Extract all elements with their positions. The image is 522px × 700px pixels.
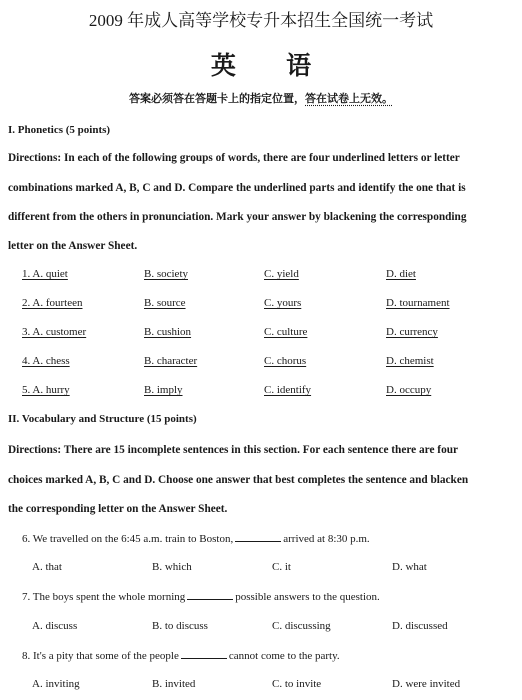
option-2b: B. source — [144, 297, 186, 309]
answer-blank — [181, 650, 227, 659]
option-2d: D. tournament — [386, 297, 450, 309]
option-7c: C. discussing — [272, 620, 331, 632]
answer-notice — [0, 90, 522, 106]
directions-line: different from the others in pronunciation. Mark your answer by blackening the corresponding — [8, 211, 467, 223]
option-1c: C. yield — [264, 268, 299, 280]
option-6a: A. that — [32, 561, 62, 573]
directions-line: Directions: There are 15 incomplete sentences in this section. For each sentence there are four — [8, 444, 459, 456]
directions-line: Directions: In each of the following groups of words, there are four underlined letters or letter — [8, 152, 460, 164]
notice-text: 答案必须答在答题卡上的指定位置， — [129, 93, 305, 105]
option-5a: 5. A. hurry — [22, 384, 70, 396]
option-5d: D. occupy — [386, 384, 432, 396]
notice-emphasis: 答在试卷上无效。 — [305, 93, 393, 105]
option-7a: A. discuss — [32, 620, 78, 632]
answer-blank — [187, 591, 233, 600]
question-stem-8: 8. It's a pity that some of the people cannot come to the party. — [22, 650, 340, 662]
section-heading-vocabulary: II. Vocabulary and Structure (15 points) — [8, 413, 197, 425]
option-2c: C. yours — [264, 297, 302, 309]
directions-line: choices marked A, B, C and D. Choose one answer that best completes the sentence and blacken — [8, 474, 469, 486]
directions-line: letter on the Answer Sheet. — [8, 240, 138, 252]
section-heading-phonetics: I. Phonetics (5 points) — [8, 124, 111, 136]
option-5c: C. identify — [264, 384, 312, 396]
option-1b: B. society — [144, 268, 188, 280]
directions-line: the corresponding letter on the Answer Sheet. — [8, 503, 228, 515]
exam-title: 2009 年成人高等学校专升本招生全国统一考试 — [88, 11, 434, 30]
option-1d: D. diet — [386, 268, 416, 280]
option-4b: B. character — [144, 355, 198, 367]
option-7d: D. discussed — [392, 620, 448, 632]
option-7b: B. to discuss — [152, 620, 208, 632]
option-3b: B. cushion — [144, 326, 192, 338]
option-8a: A. inviting — [32, 678, 80, 690]
question-stem-7: 7. The boys spent the whole morning possible answers to the question. — [22, 591, 380, 603]
option-6d: D. what — [392, 561, 427, 573]
option-1a: 1. A. quiet — [22, 268, 68, 280]
question-stem-6: 6. We travelled on the 6:45 a.m. train to Boston, arrived at 8:30 p.m. — [22, 533, 370, 545]
option-3a: 3. A. customer — [22, 326, 87, 338]
option-8b: B. invited — [152, 678, 196, 690]
option-5b: B. imply — [144, 384, 183, 396]
answer-blank — [235, 533, 281, 542]
option-4d: D. chemist — [386, 355, 434, 367]
option-4a: 4. A. chess — [22, 355, 70, 367]
directions-line: combinations marked A, B, C and D. Compare the underlined parts and identify the one that is — [8, 182, 466, 194]
subject-title: 英 语 — [210, 53, 334, 80]
option-6c: C. it — [272, 561, 291, 573]
option-6b: B. which — [152, 561, 192, 573]
option-2a: 2. A. fourteen — [22, 297, 83, 309]
option-8c: C. to invite — [272, 678, 322, 690]
option-8d: D. were invited — [392, 678, 461, 690]
option-4c: C. chorus — [264, 355, 307, 367]
option-3c: C. culture — [264, 326, 308, 338]
option-3d: D. currency — [386, 326, 438, 338]
